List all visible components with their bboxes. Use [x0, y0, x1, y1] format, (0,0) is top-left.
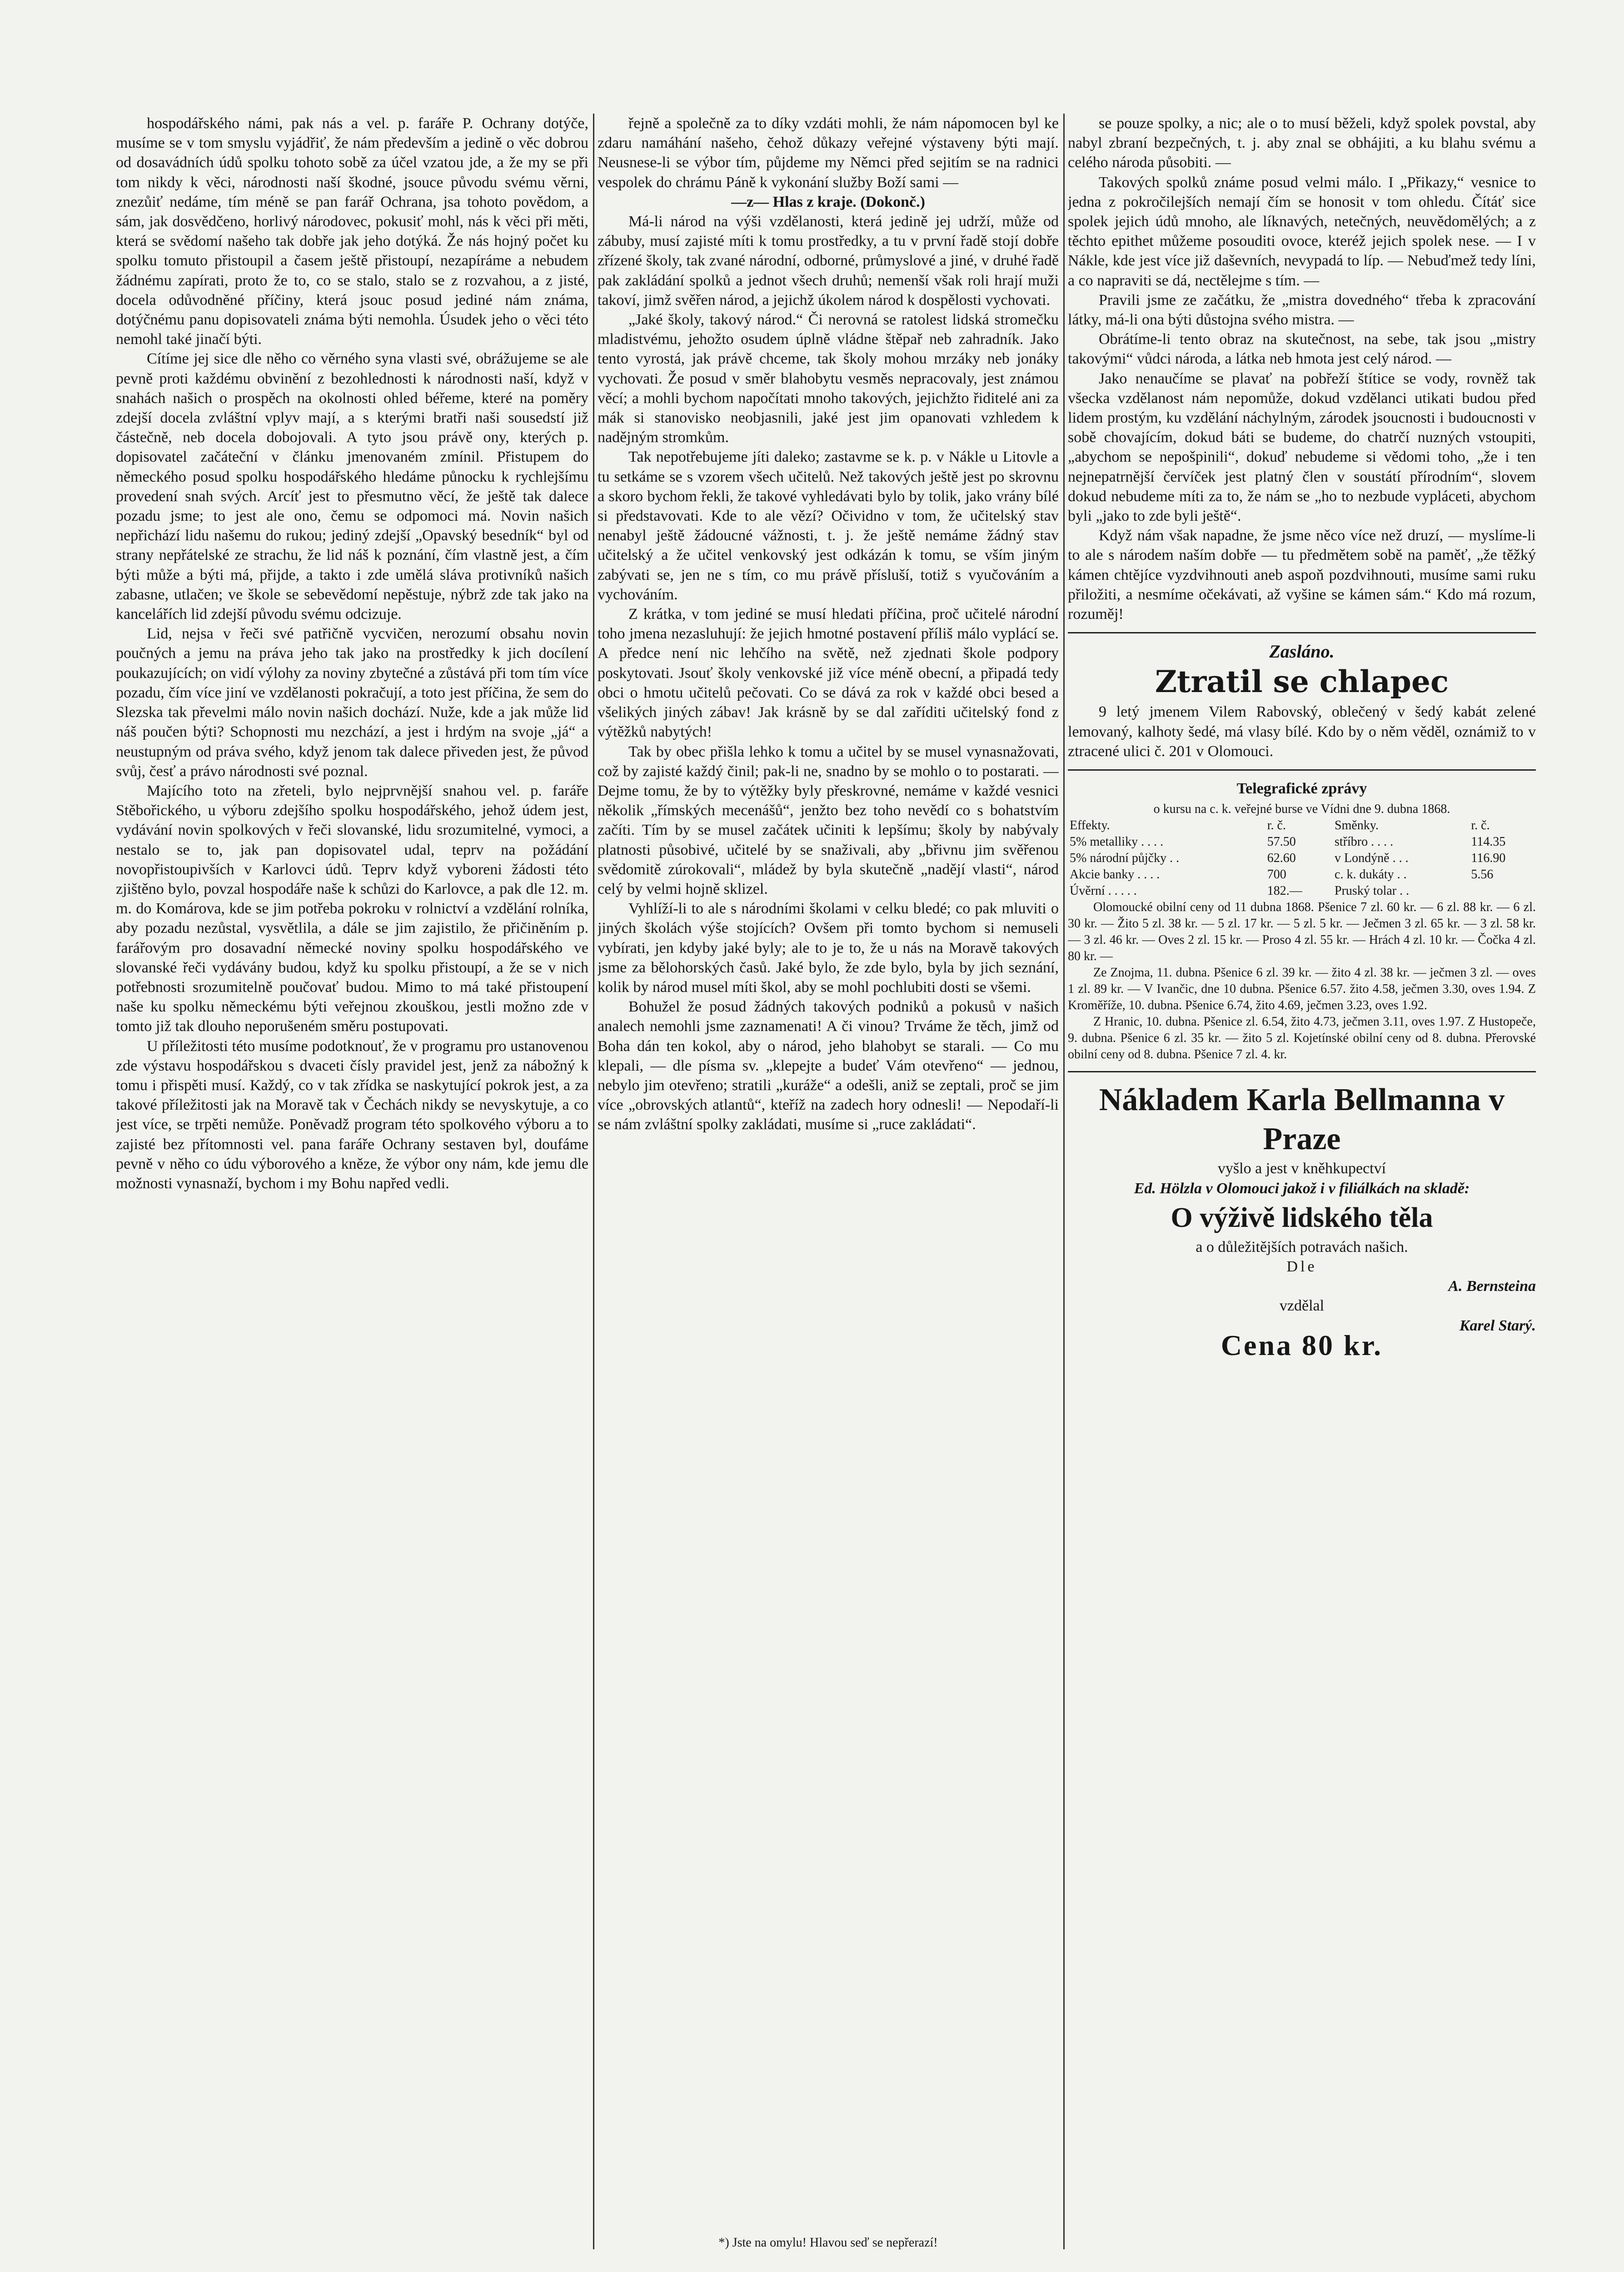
mid-paragraph-5: Z krátka, v tom jediné se musí hledati příčina, proč učitelé národní toho jmena nezasluhují: že jejich hmotné postavení příliš málo vyplácí se. A předce není nic lehčího na světě, než zjednati škole podpory poskytovati. Jsouť školy venkovské již více méně obecní, a připadá tedy obci o hmotu učitelů pečovati. Co se dává za rok v každé obci besed a všelikých jiných zábav! Jak krásně by se dal zaříditi učitelský fond z výtěžků nabytých!	[598, 606, 1059, 741]
stock-cell: Effekty.	[1070, 818, 1110, 833]
left-paragraph-4: Majícího toto na zřeteli, bylo nejprvnější snahou vel. p. faráře Stěbořického, u výboru zdejšího spolku hospodářského, jehož údem jest, vydávání novin spolkových v řeči slovanské, lidu srozumitelné, vymoci, a nestalo se to, jak pan dopisovatel udal, teprv na požádání novopřistoupivších v Karlovci údů. Teprv když vyboreni žádosti této zjištěno bylo, povzal hospodáře naše k schůzi do Karlovce, a pak dle 12. m. m. do Komárova, kde se jim potřeba pokroku v rolnictví a vzdělání rolníka, aby pozadu nezůstal, vysvětlila, a dále se jim zajistilo, že přičiněním p. farářovým pro dosavadní německé noviny spolku hospodářského ve slovanské řeči vydávány budou, když ku spolku přistoupí, a že se v nich potřebnosti srozumitelně poučovať budou. Mimo to má také přistoupení naše ku spolku německému býti veřejnou zkouškou, jestli možno zde v tomto již tak dlouho neporušeném směru postupovati.	[116, 782, 588, 1035]
stock-cell: 182.—	[1267, 884, 1302, 898]
stock-cell: Úvěrní . . . . .	[1070, 884, 1137, 898]
column-right	[1068, 114, 1536, 2258]
left-paragraph-1: hospodářského námi, pak nás a vel. p. faráře P. Ochrany dotýče, musíme se v tom smyslu vyjádřiť, že nám především a jedině o věc dobrou od dosavádních údů spolku tohoto sobě za účel vzatou jde, a že my se při tom nikdy k věci, národnosti naší škodné, jsouce původu svému věrni, znezůiť nedáme, tím méně se pan farář Ochrana, jsa tohoto povědom, a sám, jak dosvědčeno, horlivý národovec, pokusiť mohl, nás k věci při měti, která se svědomí našeho tak dobře jak jeho dotýká. Že nás hojný počet ku spolku tomuto přistoupil a časem ještě přistoupí, nezapíráme a nebudem žádnému zapírati, proto že to, co se stalo, stalo se z rozvahou, a z jisté, docela odůvodněné příčiny, která jsouc posud jediné nám známa, dotýčnému panu dopisovateli známa býti nemohla. Úsudek jeho o věci této nemohl také jinačí býti.	[116, 115, 588, 348]
stock-cell: 114.35	[1471, 835, 1506, 849]
zaslano-heading: Zasláno.	[1269, 641, 1335, 662]
grain-prices-2: Ze Znojma, 11. dubna. Pšenice 6 zl. 39 kr. — žito 4 zl. 38 kr. — ječmen 3 zl. — oves 1 zl. 89 kr. — V Ivančic, dne 10 dubna. Pšenice 6.57. žito 4.58, ječmen 3.30, oves 1.94. Z Kroměříže, 10. dubna. Pšenice 6.74, žito 4.69, ječmen 3.23, oves 1.92.	[1068, 966, 1536, 1013]
ad-line: a o důležitějších potravách našich.	[1196, 1238, 1408, 1256]
right-paragraph-2: Takových spolků známe posud velmi málo. I „Přikazy,“ vesnice to jedna z pokročilejších nemají čím se honosit v tom ohledu. Čítáť sice spolek jejich údů mnoho, ale líknavých, netečných, neuvědomělých; a z těchto epithet můžeme posouditi ovoce, kteréž jejich spolek nese. — I v Nákle, kde jest více již daševních, nevypadá to líp. — Nebuďmež tedy líni, a co napraviti se dá, nectělejme s tím. —	[1068, 174, 1536, 289]
right-paragraph-5: Jako nenaučíme se plavať na pobřeží štítice se vody, rovněž tak všecka vzdělanost nám nepomůže, dokud vzdělanci utikati budou před lidem prostým, ku vzdělání náchylným, zárodek jsoucnosti i budoucnosti v sobě chovajícím, dokud báti se budeme, do chatrčí nuzných vstoupiti, „abychom se nepošpinili“, dokuď nebudeme si vědomi toho, „že i ten nejnepatrnější červíček jest platný člen v soustátí přírodním“, slovem dokud nebudeme míti za to, že nám se „ho to nezbude vypláceti, abychom byli „jako to zde byli ještě“.	[1068, 370, 1536, 525]
stock-table	[1068, 817, 1536, 899]
stock-cell: stříbro . . . .	[1335, 835, 1394, 849]
right-paragraph-6: Když nám však napadne, že jsme něco více než druzí, — myslíme-li to ale s národem naším dobře — tu předmětem sobě na paměť, „že těžký kámen chtějíce vyzdvihnouti aneb aspoň pozdvihnouti, musíme sami ruku přiložiti, a nesmíme očekávati, až vyšine se kámen sám.“ Kdo má rozum, rozuměj!	[1068, 527, 1536, 623]
stock-cell: 116.90	[1471, 851, 1506, 866]
right-paragraph-1: se pouze spolky, a nic; ale o to musí běželi, když spolek povstal, aby nabyl zbraní bezpečných, t. j. aby znal se obhájiti, a ku blahu svému a celého národa působiti. —	[1068, 115, 1536, 171]
stock-cell: Akcie banky . . . .	[1070, 867, 1160, 882]
grain-prices-3: Z Hranic, 10. dubna. Pšenice zl. 6.54, žito 4.73, ječmen 3.11, oves 1.97. Z Hustopeče, 9. dubna. Pšenice 6 zl. 35 kr. — žito 5 zl. Kojetínské obilní ceny od 8. dubna. Přerovské obilní ceny od 8. dubna. Pšenice 7 zl. 4. kr.	[1068, 1015, 1536, 1062]
left-paragraph-2: Cítíme jej sice dle něho co věrného syna vlasti své, obrážujeme se ale pevně proti každému obvinění z bezohlednosti k národnosti naší, když v snahách našich o prospěch na okolnosti ohled béřeme, které na poměry zdejší docela zvláštní vplyv mají, a s kterými bratři naši sousedstí již částečně, neb docela dobojovali. A tyto jsou právě ony, kterých p. dopisovatel začáteční v článku jmenovaném zmínil. Přistupem do německého posud spolku hospodářského hledáme půnocku k rychlejšímu provedení snah svých. Arcíť jest to přesmutno věcí, že ještě tak dalece pozadu jsme; to jest ale ono, čemu se odpomoci má. Novin našich nepřichází lidu našemu do rukou; jediný zdejší „Opavský besedník“ byl od strany nepřátelské ze strachu, že lid náš k poznání, čím vlastně jest, a čím býti může a býti má, přijde, a takto i zde umělá sláva protivníků našich zabasne, utlačen; ve škole se sebevědomí nepěstuje, nýbrž zde tak jako na kancelářích lid zdejší původu svému odcizuje.	[116, 350, 588, 623]
mid-paragraph-8: Bohužel že posud žádných takových podniků a pokusů v našich analech nemohli jsme zaznamenati! A či vinou? Trváme že těch, jimž od Boha dán ten kokol, aby o národ, jeho blahobyt se starali. — Co mu klepali, — dle písma sv. „klepejte a budeť Vám otevřeno“ — jednou, nebylo jim otevřeno; stratili „kuráže“ a odešli, aniž se zeptali, proč se jim více „obrovských atlantů“, kteříž na zadech hory odnesli! — Nepodaří-li se nám zvláštní spolky zakládati, musíme si „ruce zakládati“.	[598, 998, 1059, 1133]
stock-cell: r. č.	[1267, 818, 1286, 833]
price: Cena 80 kr.	[1220, 1329, 1383, 1361]
mid-section-heading: —z— Hlas z kraje. (Dokonč.)	[731, 193, 925, 210]
mid-paragraph-4: Tak nepotřebujeme jíti daleko; zastavme se k. p. v Nákle u Litovle a tu setkáme se s vzorem všech učitelů. Než takových ještě jest po skrovnu a skoro bychom řekli, že takové vyhledávati bylo by tolik, jako vrány bílé si představovati. Kde to ale vězí? Očividno v tom, že učitelský stav nenabyl ještě žádoucné vážnosti, t. j. že ještě nemáme žádný stav učitelský a že učitel venkovský jest odkázán k tomu, se vším jiným zabývati se, jen ne s tím, co mu právě přísluší, totiž s vyučováním a vychováním.	[598, 448, 1059, 603]
stock-cell: v Londýně . . .	[1335, 851, 1409, 866]
column-divider	[593, 114, 594, 2249]
ad-line: Ed. Hölzla v Olomouci jakož i v filiálkách na skladě:	[1134, 1180, 1470, 1197]
right-paragraph-3: Pravili jsme ze začátku, že „mistra dovedného“ třeba k zpracování látky, má-li ona býti důstojna svého mistra. —	[1068, 291, 1536, 329]
left-paragraph-5: U příležitosti této musíme podotknouť, že v programu pro ustanovenou zde výstavu hospodářskou s dvaceti čísly pravidel jest, jenž za nábožný k tomu i přispěti musí. Každý, co v tak zřídka se naskytující pokrok jest, a za takové příležitosti jak na Moravě tak v Čechách nikdy se nevyskytuje, a co jest více, se trpěti nemůže. Poněvadž program této spolkového výboru a to zajisté bez přítomnosti vel. pana faráře Ochrany sestaven byl, doufáme pevně v něho co údu výborového a kněze, že výbor ony nám, kde jemu dle možnosti vynasnaží, bychom i my Bohu napřed vedli.	[116, 1037, 588, 1192]
mid-paragraph-7: Vyhlíží-li to ale s národními školami v celku bledé; co pak mluviti o jiných školách výše stojících? Ovšem při tomto bychom si nemuseli vybírati, jen kdyby jaké byly; ale to je to, že u nás na Moravě takových jsme za bělohorských časů. Jaké bylo, že zde bylo, byla by jich seznání, kolik by národ musel míti škol, aby se mohl pochlubiti dosti se všemi.	[598, 900, 1059, 996]
stock-cell: 5.56	[1471, 867, 1494, 882]
right-paragraph-4: Obrátíme-li tento obraz na skutečnost, na sebe, tak jsou „mistry takovými“ vůdci národa, a látka neb hmota jest celý národ. —	[1068, 331, 1536, 368]
telegraph-subheading: o kursu na c. k. veřejné burse ve Vídni dne 9. dubna 1868.	[1153, 802, 1450, 817]
stock-cell: 700	[1267, 867, 1286, 882]
divider-rule	[1068, 1071, 1536, 1072]
left-paragraph-3: Lid, nejsa v řeči své patřičně vycvičen, nerozumí obsahu novin poučných a jemu na práva jeho tak jako na prostředky k jich docílení poukazujících; on vidí výlohy za noviny zbytečné a zůstává při tom tím více pozadu, čím více jiní ve vzdělanosti pokračují, a toto jest příčina, že sem do Slezska tak převelmi málo novin našich dochází. Nuže, kde a jak může lid náš poučen býti? Schopnosti mu nezchází, a jest i hrdým na svoje „já“ a neustupným od práva svého, když jenom tak dalece přiveden jest, že původ svůj, česť a právo národnosti své poznal.	[116, 625, 588, 780]
stock-cell: Směnky.	[1335, 818, 1379, 833]
book-title: O výživě lidského těla	[1171, 1202, 1433, 1233]
stock-cell: 5% národní půjčky . .	[1070, 851, 1180, 866]
ad-line: vyšlo a jest v kněhkupectví	[1217, 1160, 1386, 1177]
footnote: *) Jste na omylu! Hlavou seď se nepřerazí!	[718, 2236, 938, 2250]
mid-paragraph-2: Má-li národ na výši vzdělanosti, která jedině jej udrží, může od zábuby, musí zajisté míti k tomu prostředky, a tu v první řadě stojí dobře zřízené školy, tak zvané národní, odborné, průmyslové a jiné, v druhé řadě pak zakládání spolků a jednot všech druhů; nemenší však roli hrají muži takoví, jimž svěřen národ, a jejichž úkolem národ k dospělosti vychovati.	[598, 213, 1059, 309]
ad-line: Dle	[1286, 1258, 1317, 1275]
stock-cell: 62.60	[1267, 851, 1296, 866]
column-left	[116, 114, 588, 2249]
stock-cell: 5% metalliky . . . .	[1070, 835, 1164, 849]
author: Karel Starý.	[1459, 1317, 1536, 1334]
ad-line: vzdělal	[1279, 1297, 1325, 1315]
stock-cell	[1469, 883, 1536, 899]
lost-boy-notice: 9 letý jmenem Vilem Rabovský, oblečený v šedý kabát zelené lemovaný, kalhoty šedé, má vlasy bílé. Kdo by o něm věděl, oznámiž to v ztracené ulici č. 201 v Olomouci.	[1068, 703, 1536, 760]
mid-paragraph-3: „Jaké školy, takový národ.“ Či nerovná se ratolest lidská stromečku mladistvému, jehožto osudem úplně vládne štěpař neb zahradník. Jako tento vyrostá, jak právě chceme, tak školy mohou mrzáky neb jonáky vychovati. Že posud v směr blahobytu vesměs nepracovaly, jest známou věcí; a mohli bychom napočítati mnoho takových, jejichžto řiditelé ani za mák si stanovisko neobjasnili, jaké jest jim opanovati vzhledem k nadějným stromkům.	[598, 311, 1059, 446]
stock-cell: r. č.	[1471, 818, 1490, 833]
column-middle	[598, 114, 1059, 2227]
mid-paragraph-6: Tak by obec přišla lehko k tomu a učitel by se musel vynasnažovati, což by zajisté každý činil; pak-li ne, snadno by se mohlo o to postarati. — Dejme tomu, že by to výtěžky byly přeskrovné, nemáme v každé vesnici několik „římských mecenášů“, jenžto bez toho nevědí co s bohatstvím začíti. Tím by se musel začátek učiniti k lepšímu; školy by nabývaly platnosti působivé, učitelé by se snaživali, aby „břivnu jim svěřenou svědomitě zúrokovali“, mládež by byla skutečně „nadějí vlasti“, národ celý by velmi hojně sklizel.	[598, 743, 1059, 897]
telegraph-heading: Telegrafické zprávy	[1236, 780, 1367, 797]
stock-cell: 57.50	[1267, 835, 1296, 849]
divider-rule	[1068, 769, 1536, 771]
divider-rule	[1068, 632, 1536, 633]
stock-cell: c. k. dukáty . .	[1335, 867, 1407, 882]
grain-prices-1: Olomoucké obilní ceny od 11 dubna 1868. Pšenice 7 zl. 60 kr. — 6 zl. 88 kr. — 6 zl. 30 kr. — Žito 5 zl. 38 kr. — 5 zl. 17 kr. — 5 zl. 5 kr. — Ječmen 3 zl. 65 kr. — 3 zl. 58 kr. — 3 zl. 46 kr. — Oves 2 zl. 15 kr. — Proso 4 zl. 55 kr. — Hrách 4 zl. 10 kr. — Čočka 4 zl. 80 kr. —	[1068, 900, 1536, 964]
lost-boy-headline: Ztratil se chlapec	[1155, 664, 1449, 700]
mid-paragraph-1: řejně a společně za to díky vzdáti mohli, že nám nápomocen byl ke zdaru namáhání našeho, čehož důkazy veřejné výstaveny býti mají. Neusnese-li se výbor tím, půjdeme my Němci před sejitím se na radnici vespolek do chrámu Páně k vykonání služby Boží sami —	[598, 115, 1059, 191]
column-divider	[1063, 114, 1065, 2249]
author: A. Bernsteina	[1448, 1278, 1536, 1295]
stock-cell: Pruský tolar . .	[1335, 884, 1410, 898]
publisher-headline: Nákladem Karla Bellmanna v Praze	[1099, 1082, 1505, 1157]
